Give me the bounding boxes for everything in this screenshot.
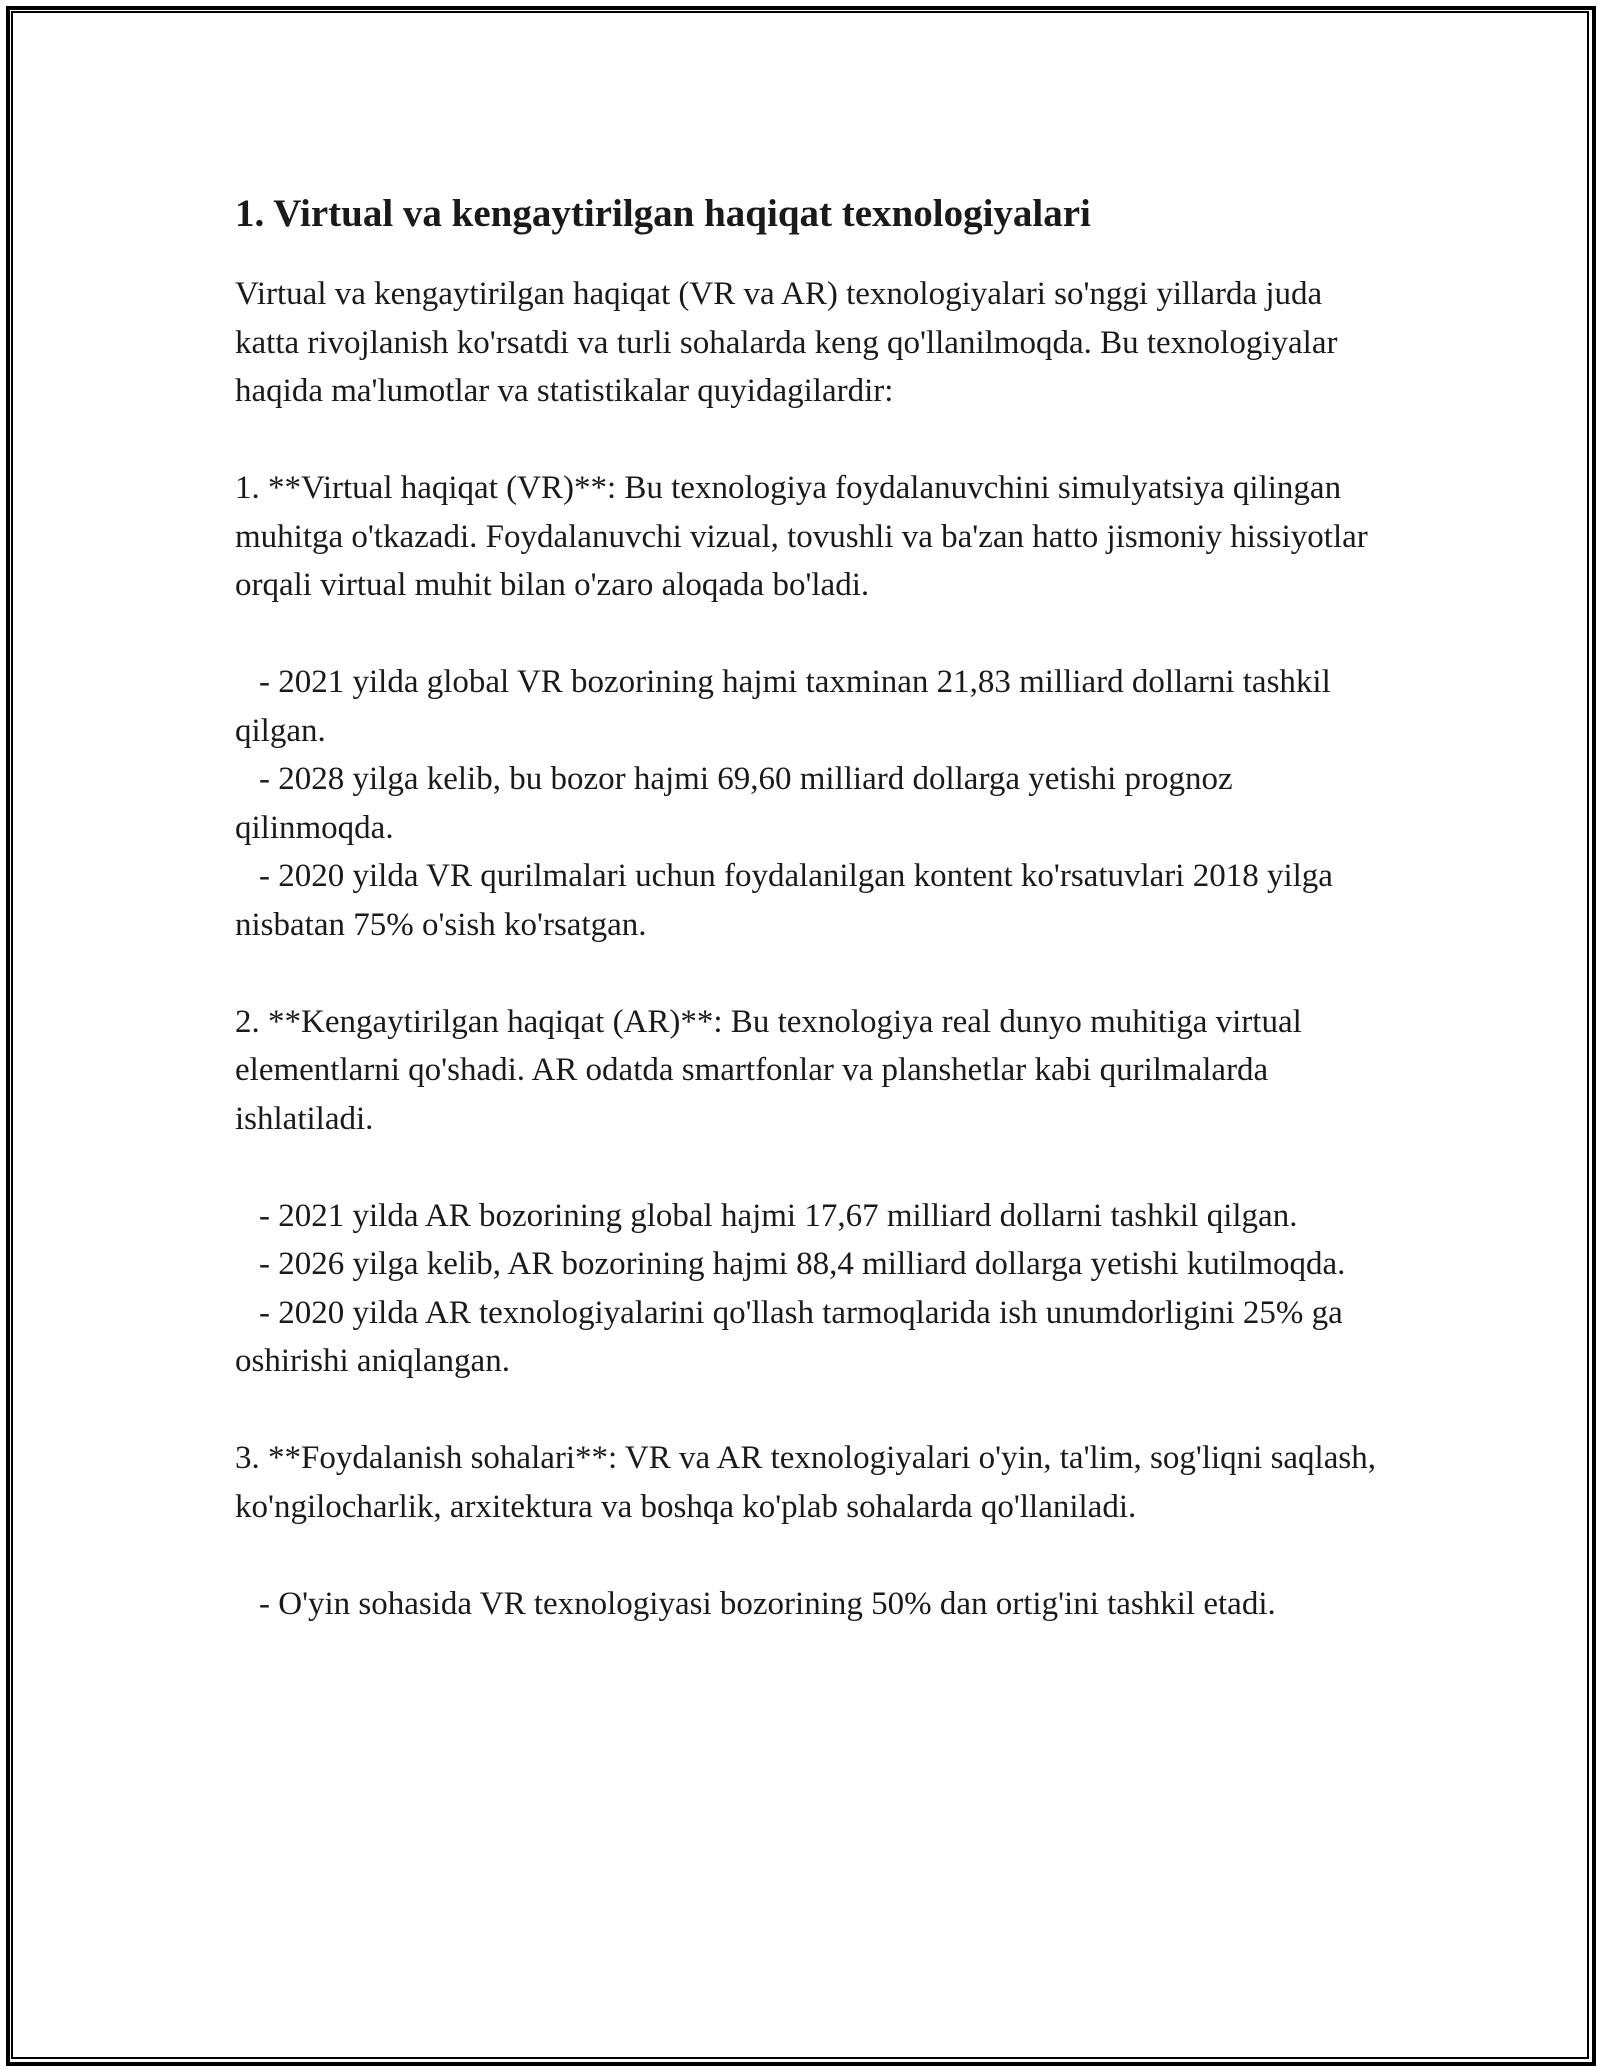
list-item: - 2021 yilda global VR bozorining hajmi taxminan 21,83 milliard dollarni tashkil qilgan. — [235, 664, 1331, 749]
spacer — [235, 1386, 1385, 1435]
spacer — [235, 416, 1385, 465]
list-item: - 2026 yilga kelib, AR bozorining hajmi 88,4 milliard dollarga yetishi kutilmoqda. — [259, 1246, 1346, 1282]
list-item: - 2021 yilda AR bozorining global hajmi 17,67 milliard dollarni tashkil qilgan. — [259, 1197, 1298, 1234]
section-usage-heading: 3. **Foydalanish sohalari**: VR va AR texnologiyalari o'yin, ta'lim, sog'liqni saqlash, ko'ngilocharlik, arxitektura va boshqa ko'plab sohalarda qo'llaniladi. — [235, 1440, 1376, 1525]
intro-paragraph: Virtual va kengaytirilgan haqiqat (VR va AR) texnologiyalari so'nggi yillarda juda katta rivojlanish ko'rsatdi va turli sohalarda keng qo'llanilmoqda. Bu texnologiyalar haqida ma'lumotlar va statistikalar quyidagilardir: — [235, 276, 1338, 409]
spacer — [235, 949, 1385, 998]
section-ar-heading: 2. **Kengaytirilgan haqiqat (AR)**: Bu texnologiya real dunyo muhitiga virtual elementlarni qo'shadi. AR odatda smartfonlar va planshetlar kabi qurilmalarda ishlatiladi. — [235, 1003, 1302, 1137]
list-item: - 2020 yilda AR texnologiyalarini qo'llash tarmoqlarida ish unumdorligini 25% ga oshirishi aniqlangan. — [235, 1294, 1343, 1379]
document-body — [235, 186, 1385, 1628]
list-item: - O'yin sohasida VR texnologiyasi bozorining 50% dan ortig'ini tashkil etadi. — [259, 1585, 1276, 1622]
section-vr-heading: 1. **Virtual haqiqat (VR)**: Bu texnologiya foydalanuvchini simulyatsiya qilingan muhitga o'tkazadi. Foydalanuvchi vizual, tovushli va ba'zan hatto jismoniy hissiyotlar orqali virtual muhit bilan o'zaro aloqada bo'ladi. — [235, 470, 1368, 603]
spacer — [235, 1143, 1385, 1192]
spacer — [235, 1531, 1385, 1580]
list-item: - 2020 yilda VR qurilmalari uchun foydalanilgan kontent ko'rsatuvlari 2018 yilga nisbatan 75% o'sish ko'rsatgan. — [235, 858, 1333, 943]
list-item: - 2028 yilga kelib, bu bozor hajmi 69,60 milliard dollarga yetishi prognoz qilinmoqda. — [235, 761, 1233, 846]
document-title: 1. Virtual va kengaytirilgan haqiqat texnologiyalari — [235, 192, 1091, 235]
spacer — [235, 610, 1385, 659]
